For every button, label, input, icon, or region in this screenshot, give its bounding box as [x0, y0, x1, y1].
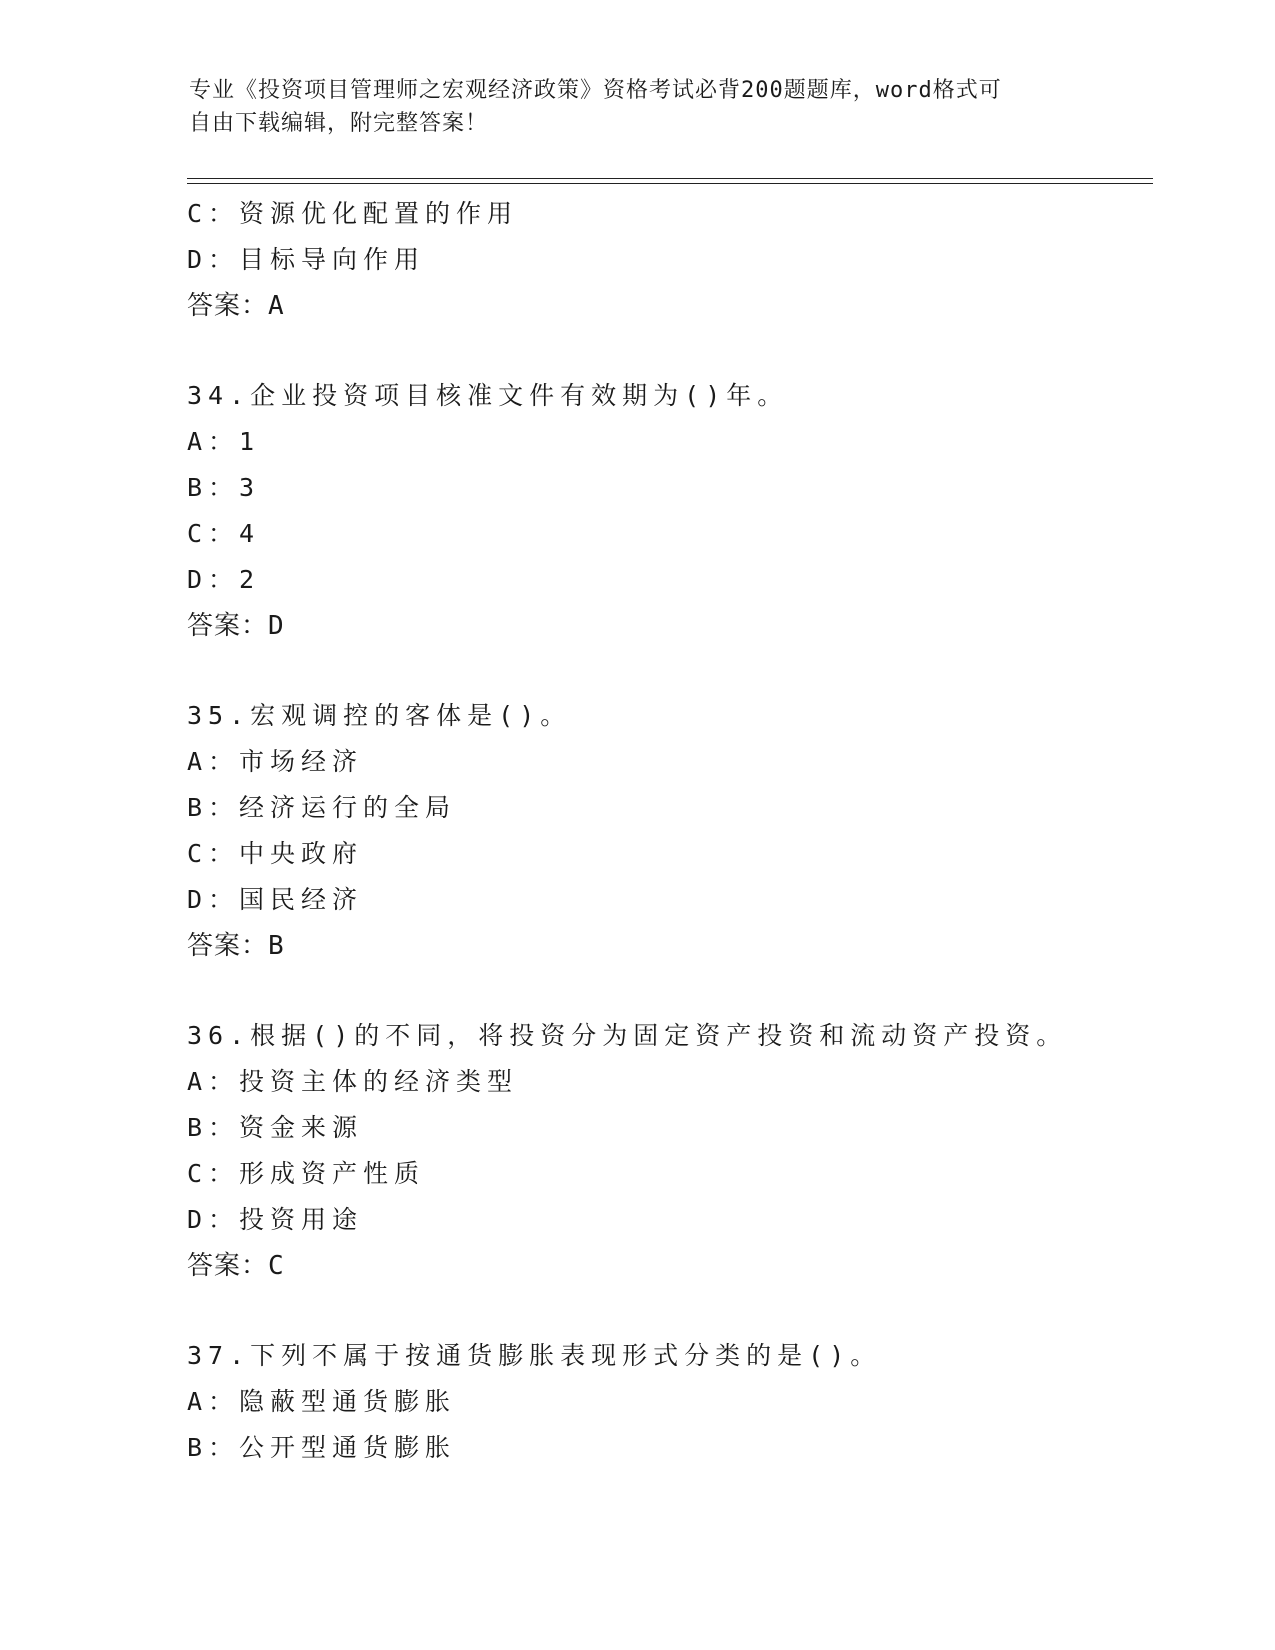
- question-list: [187, 191, 1147, 1471]
- question-block-37: [187, 1333, 1147, 1471]
- option-c: C：资源优化配置的作用: [187, 199, 519, 228]
- question-stem: 34.企业投资项目核准文件有效期为()年。: [187, 381, 789, 410]
- question-stem: 36.根据()的不同，将投资分为固定资产投资和流动资产投资。: [187, 1021, 1068, 1050]
- option-b: B：经济运行的全局: [187, 793, 457, 822]
- header-title-line-1: 专业《投资项目管理师之宏观经济政策》资格考试必背200题题库，word格式可: [189, 78, 1002, 103]
- option-c: C：形成资产性质: [187, 1159, 426, 1188]
- answer-line: 答案：A: [187, 291, 285, 321]
- header-divider-top: [187, 178, 1153, 179]
- question-stem: 35.宏观调控的客体是()。: [187, 701, 572, 730]
- option-d: D：投资用途: [187, 1205, 364, 1234]
- option-a: A：投资主体的经济类型: [187, 1067, 519, 1096]
- option-d: D：2: [187, 565, 261, 594]
- question-block-35: [187, 693, 1147, 969]
- option-a: A：1: [187, 427, 261, 456]
- answer-line: 答案：C: [187, 1251, 285, 1281]
- answer-line: 答案：B: [187, 931, 285, 961]
- option-b: B：3: [187, 473, 261, 502]
- option-a: A：隐蔽型通货膨胀: [187, 1387, 457, 1416]
- document-header: [189, 74, 1089, 140]
- option-c: C：中央政府: [187, 839, 364, 868]
- option-b: B：资金来源: [187, 1113, 364, 1142]
- answer-line: 答案：D: [187, 611, 285, 641]
- question-block-33: [187, 191, 1147, 329]
- option-a: A：市场经济: [187, 747, 364, 776]
- option-c: C：4: [187, 519, 261, 548]
- header-title-line-2: 自由下载编辑，附完整答案！: [189, 111, 489, 136]
- question-stem: 37.下列不属于按通货膨胀表现形式分类的是()。: [187, 1341, 882, 1370]
- question-block-34: [187, 373, 1147, 649]
- question-block-36: [187, 1013, 1147, 1289]
- option-d: D：国民经济: [187, 885, 364, 914]
- option-b: B：公开型通货膨胀: [187, 1433, 457, 1462]
- option-d: D：目标导向作用: [187, 245, 426, 274]
- header-divider-bottom: [187, 183, 1153, 184]
